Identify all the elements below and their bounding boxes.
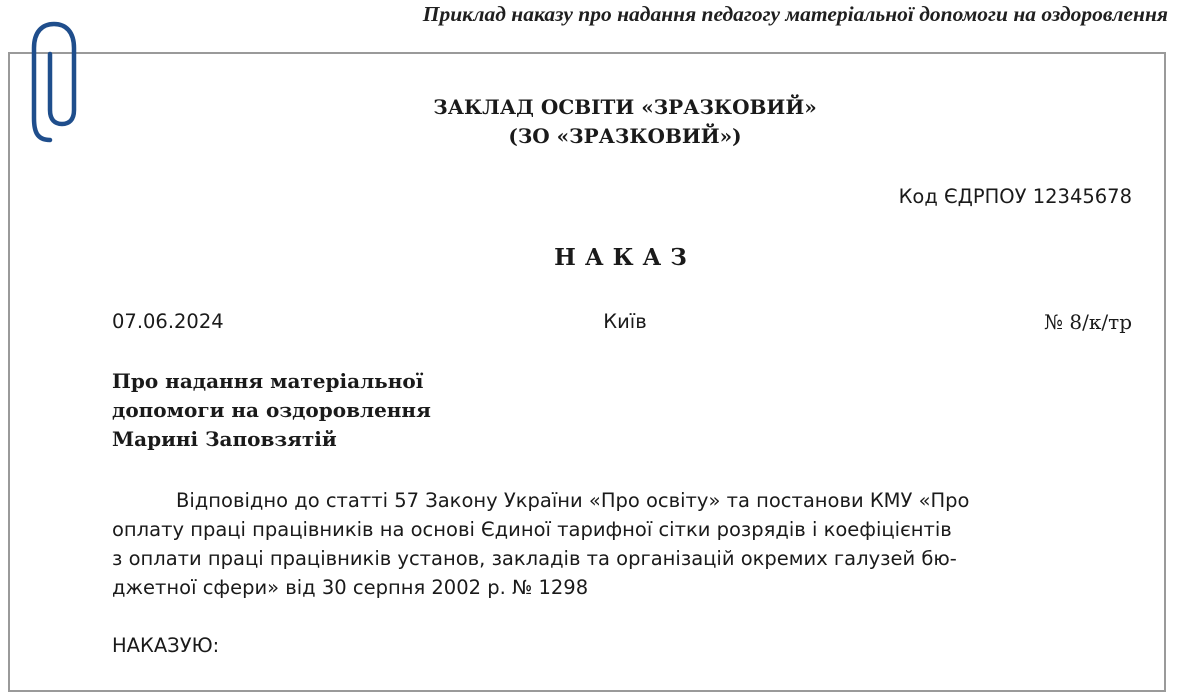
body-line: з оплати праці працівників установ, закладів та організацій окремих галузей бю- (112, 547, 957, 570)
order-number: № 8/к/тр (1044, 310, 1132, 334)
body-line: оплату праці працівників на основі Єдиної тарифної сітки розрядів і коефіцієнтів (112, 518, 952, 541)
subject-line: Про надання матеріальної (112, 369, 424, 393)
order-directive: НАКАЗУЮ: (112, 634, 220, 657)
subject-line: Марині Заповзятій (112, 427, 337, 451)
subject-line: допомоги на оздоровлення (112, 398, 431, 422)
edrpou-code: Код ЄДРПОУ 12345678 (898, 185, 1132, 208)
order-body (112, 486, 970, 602)
order-date: 07.06.2024 (112, 310, 224, 333)
order-subject (112, 367, 431, 454)
document-title: НАКАЗ (554, 244, 696, 271)
order-city: Київ (603, 310, 647, 333)
body-line: Відповідно до статті 57 Закону України «Про освіту» та постанови КМУ «Про (176, 489, 970, 512)
organization-short-name: (ЗО «ЗРАЗКОВИЙ») (508, 124, 742, 148)
body-line: джетної сфери» від 30 серпня 2002 р. № 1298 (112, 576, 589, 599)
example-caption: Приклад наказу про надання педагогу матеріальної допомоги на оздоровлення (422, 2, 1168, 26)
organization-name: ЗАКЛАД ОСВІТИ «ЗРАЗКОВИЙ» (433, 95, 817, 119)
